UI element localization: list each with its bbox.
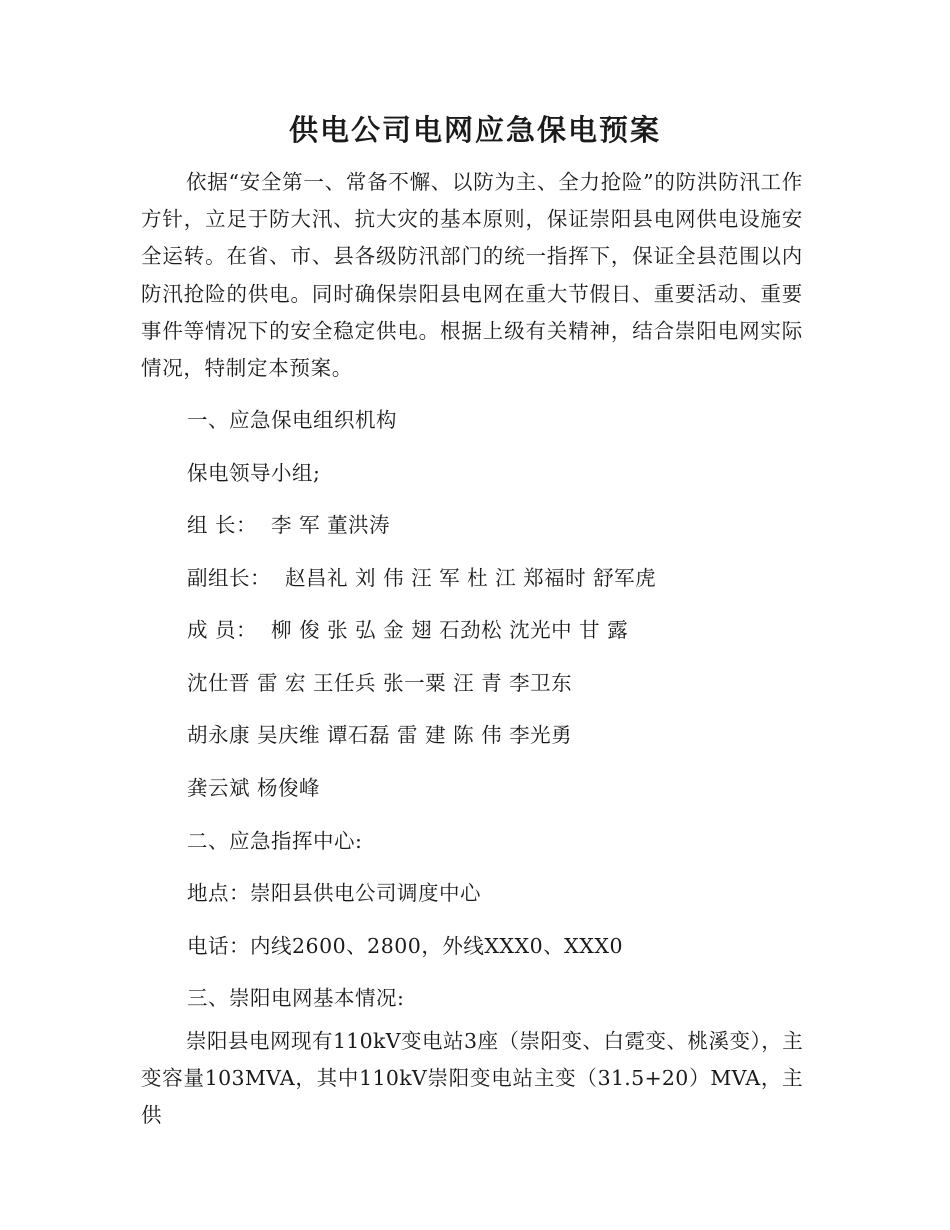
document-title: 供电公司电网应急保电预案 — [288, 113, 661, 147]
grid-overview-paragraph: 崇阳县电网现有110kV变电站3座（崇阳变、白霓变、桃溪变），主变容量103MVA，其中110kV崇阳变电站主变（31.5+20）MVA，主供 — [141, 1029, 803, 1128]
members-line-2: 沈仕晋 雷 宏 王任兵 张一粟 汪 青 李卫东 — [187, 671, 573, 695]
leader-line: 组 长： 李 军 董洪涛 — [187, 513, 391, 537]
section-heading-command-center: 二、应急指挥中心: — [187, 829, 363, 853]
deputy-leader-line: 副组长： 赵昌礼 刘 伟 汪 军 杜 江 郑福时 舒军虎 — [187, 566, 657, 590]
location-line: 地点：崇阳县供电公司调度中心 — [187, 881, 481, 905]
intro-paragraph: 依据“安全第一、常备不懈、以防为主、全力抢险”的防洪防汛工作方针，立足于防大汛、抗大灾的基本原则，保证崇阳县电网供电设施安全运转。在省、市、县各级防汛部门的统一指挥下，保证全县范围以内防汛抢险的供电。同时确保崇阳县电网在重大节假日、重要活动、重要事件等情况下的安全稳定供电。根据上级有关精神，结合崇阳电网实际情况，特制定本预案。 — [141, 170, 803, 381]
members-line-1: 成 员： 柳 俊 张 弘 金 翅 石劲松 沈光中 甘 露 — [187, 618, 629, 642]
members-line-4: 龚云斌 杨俊峰 — [187, 776, 321, 800]
leader-group-label: 保电领导小组; — [187, 461, 321, 485]
phone-line: 电话：内线2600、2800，外线XXX0、XXX0 — [187, 934, 623, 958]
section-heading-organization: 一、应急保电组织机构 — [187, 408, 397, 432]
members-line-3: 胡永康 吴庆维 谭石磊 雷 建 陈 伟 李光勇 — [187, 723, 573, 747]
section-heading-grid-overview: 三、崇阳电网基本情况: — [187, 986, 405, 1010]
